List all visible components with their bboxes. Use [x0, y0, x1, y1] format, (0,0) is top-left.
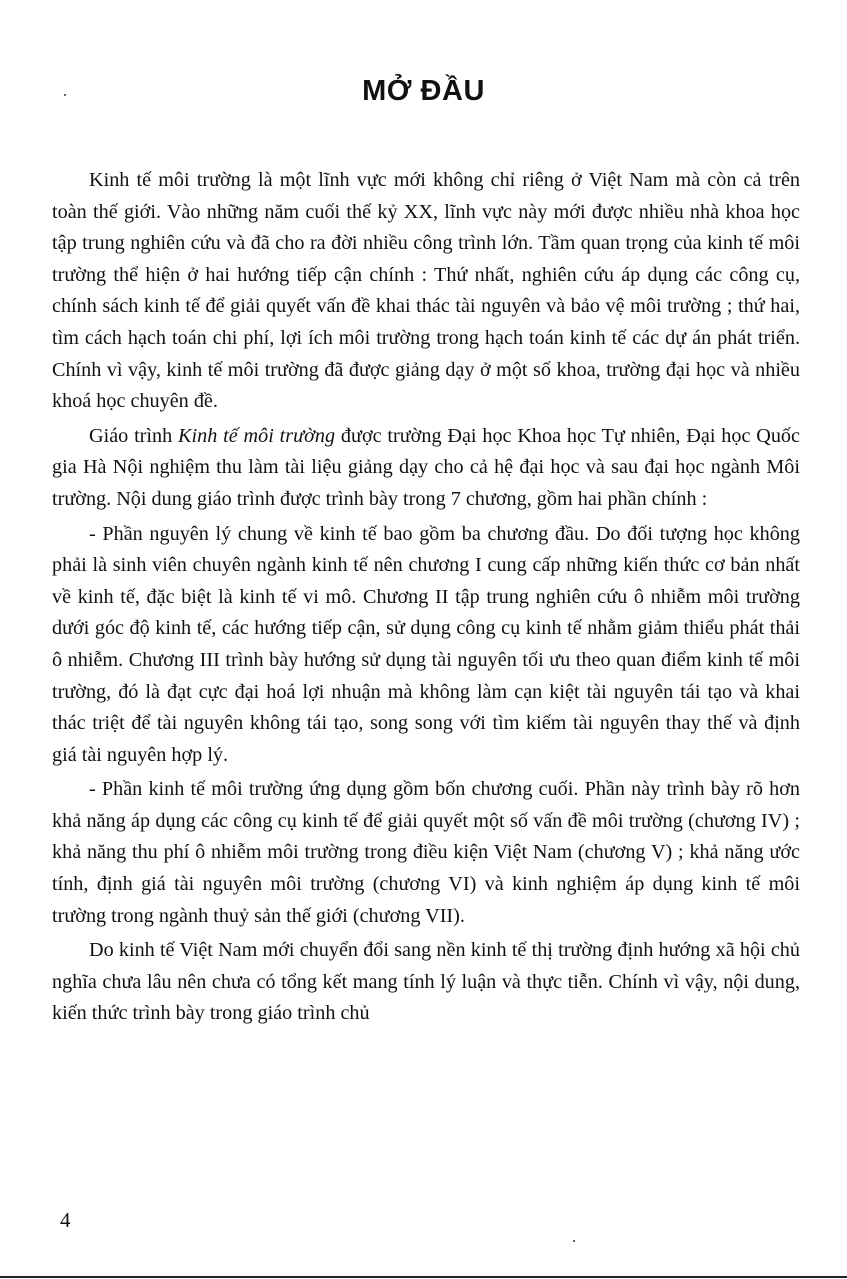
paragraph-part-one: - Phần nguyên lý chung về kinh tế bao gồm ba chương đầu. Do đối tượng học không phải là sinh viên chuyên ngành kinh tế nên chương I cung cấp những kiến thức cơ bản nhất về kinh tế, đặc biệt là kinh tế vi mô. Chương II tập trung nghiên cứu ô nhiễm môi trường dưới góc độ kinh tế, các hướng tiếp cận, sử dụng công cụ kinh tế nhằm giảm thiểu phát thải ô nhiễm. Chương III trình bày hướng sử dụng tài nguyên tối ưu theo quan điểm kinh tế môi trường, đó là đạt cực đại hoá lợi nhuận mà không làm cạn kiệt tài nguyên tái tạo và khai thác triệt để tài nguyên không tái tạo, song song với tìm kiếm tài nguyên thay thế và định giá tài nguyên hợp lý.	[52, 522, 800, 766]
paragraph-textbook	[52, 421, 800, 516]
paragraph-conclusion: Do kinh tế Việt Nam mới chuyển đổi sang nền kinh tế thị trường định hướng xã hội chủ nghĩa chưa lâu nên chưa có tổng kết mang tính lý luận và thực tiễn. Chính vì vậy, nội dung, kiến thức trình bày trong giáo trình chủ	[52, 939, 800, 1025]
paragraph-textbook-lead: Giáo trình	[89, 424, 179, 447]
paragraph-textbook-rest: được trường Đại học Khoa học Tự nhiên, Đại học Quốc gia Hà Nội nghiệm thu làm tài liệu giảng dạy cho cả hệ đại học và sau đại học ngành Môi trường. Nội dung giáo trình được trình bày trong 7 chương, gồm hai phần chính :	[52, 424, 800, 510]
body-text	[52, 165, 800, 1033]
book-title-italic: Kinh tế môi trường	[178, 424, 336, 447]
bottom-edge-line	[0, 1276, 847, 1278]
paragraph-intro: Kinh tế môi trường là một lĩnh vực mới không chỉ riêng ở Việt Nam mà còn cả trên toàn thế giới. Vào những năm cuối thế kỷ XX, lĩnh vực này mới được nhiều nhà khoa học tập trung nghiên cứu và đã cho ra đời nhiều công trình lớn. Tầm quan trọng của kinh tế môi trường thể hiện ở hai hướng tiếp cận chính : Thứ nhất, nghiên cứu áp dụng các công cụ, chính sách kinh tế để giải quyết vấn đề khai thác tài nguyên và bảo vệ môi trường ; thứ hai, tìm cách hạch toán chi phí, lợi ích môi trường trong hạch toán kinh tế các dự án phát triển. Chính vì vậy, kinh tế môi trường đã được giảng dạy ở một số khoa, trường đại học và nhiều khoá học chuyên đề.	[52, 169, 800, 413]
page-number: 4	[60, 1208, 71, 1232]
scan-speck	[573, 1240, 575, 1242]
page-title: MỞ ĐẦU	[362, 75, 485, 108]
paragraph-part-two: - Phần kinh tế môi trường ứng dụng gồm bốn chương cuối. Phần này trình bày rõ hơn khả năng áp dụng các công cụ kinh tế để giải quyết một số vấn đề môi trường (chương IV) ; khả năng thu phí ô nhiễm môi trường trong điều kiện Việt Nam (chương V) ; khả năng ước tính, định giá tài nguyên môi trường (chương VI) và kinh nghiệm áp dụng kinh tế môi trường trong ngành thuỷ sản thế giới (chương VII).	[52, 778, 800, 927]
scan-speck	[64, 94, 66, 96]
